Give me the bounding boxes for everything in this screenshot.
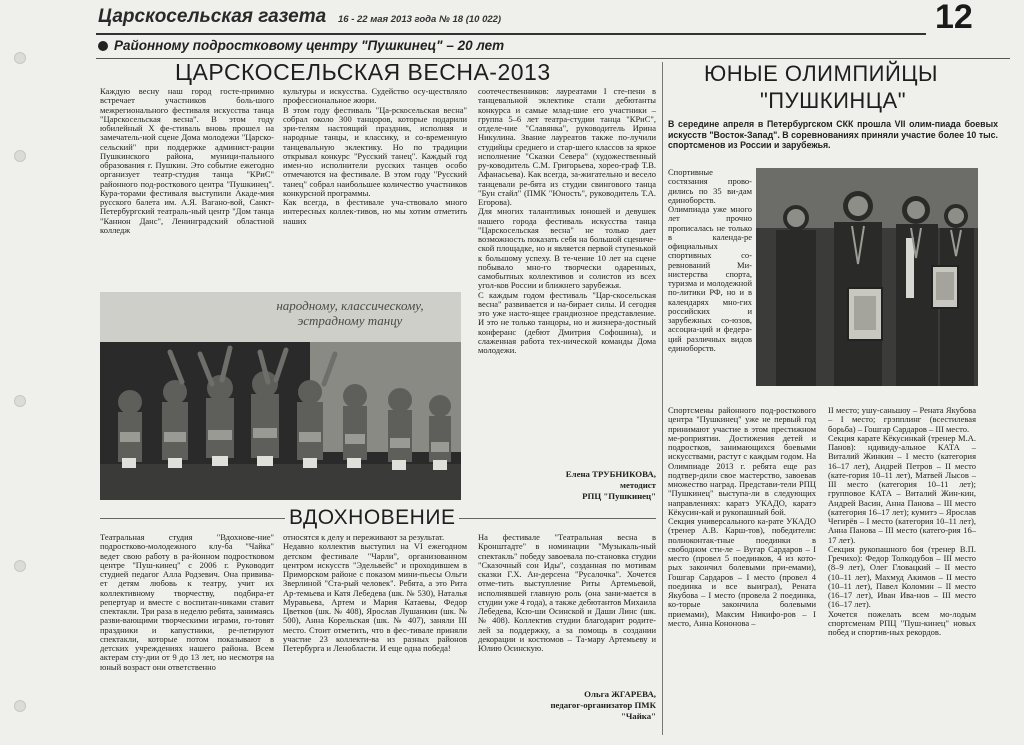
spring-column-3: соотечественников: лауреатами I сте-пени в танцевальной эклектике стали дебютанты конкурса и самые млад-шие его участники – группа 5–6 лет театра-студии танца "КРиС", отделе-ние "Славянка", руководитель Ирина Никулина. Звание лауреатов также по-лучили студийцы среднего и стар-шего классов за яркое исполнение "Сказки Севера" (художественный ру-ководитель С.М. Григорьева, хорео-граф Т.В. Афанасьева). Как всегда, за-жигательно и весело танцевали ре-бята из студии свингового танца "Бун стайл" (ПМК "Юность", руководитель Т.А. Егорова). Для многих талантливых юношей и девушек нашего города фестиваль искусства танца "Царскосельская весна" не только дает возможность показать себя на большой сцениче-ской площадке, но и является первой ступенькой к большому успеху. В те-чение 10 лет на сцене побывало мно-го творчески одаренных, самобытных коллективов и солистов из всех угол-ков России и ближнего зарубежья. С каждым годом фестиваль "Цар-скосельская весна" развивается и на-бирает силы. И сегодня это уже насто-ящее грандиозное представление. И это не только танцоры, но и жизнера-достный конферанс (дебют Дмитрия Софошина), и слаженная работа тех-нической команды Дома молодежи. <box>478 87 656 355</box>
binder-hole <box>14 52 26 64</box>
rubric-line <box>98 38 504 53</box>
spring-column-2: культуры и искусства. Судейство осу-ществляло профессиональное жюри. В этом году фестиваль "Ца-рскосельская весна" собрал около 300 танцоров, которые подарили зри-телям настоящий праздник, исполняя и народные танцы, и классику, и со-временную танцевальную эклектику. Но по традиции открывал конкурс "Русский танец". Каждый год имен-но исполнители русских танцев особо отмечаются на фестивале. В этом году "Русский танец" собрал наибольшее количество участников конкурсной программы. Как всегда, в фестивале уча-ствовало много интересных коллек-тивов, но мы хотим отметить наших <box>283 87 467 226</box>
page-number: 12 <box>935 0 973 36</box>
bullet-icon <box>98 41 108 51</box>
header-rule <box>96 33 926 35</box>
spring-author-role: методист <box>620 481 656 490</box>
spring-column-1: Каждую весну наш город госте-приимно встречает участников боль-шого межрегионального фестиваля искусства танца "Царскосельская весна". В этом году юбилейный X фе-стиваль вновь прошел на замечатель-ной сцене Дома молодежи "Царско-сельский" при поддержке админист-рации Пушкинского района, муници-пального образования г. Пушкин. Это событие ежегодно организует театр-студия танца "КРиС" районного под-росткового центра "Пушкинец". Кура-торами фестиваля выступили Акаде-мия русского балета им. А.Я. Вагано-вой, Санкт-Петербургский театраль-ный центр "Дом танца "Каннон Данс", Ленинградский областной колледж <box>100 87 274 235</box>
inspiration-title: ВДОХНОВЕНИЕ <box>285 506 459 530</box>
spring-title: ЦАРСКОСЕЛЬСКАЯ ВЕСНА-2013 <box>175 59 551 85</box>
binder-hole <box>14 150 26 162</box>
binder-hole <box>14 700 26 712</box>
olymp-lead: В середине апреля в Петербургском СКК прошла VII олим-пиада боевых искусств "Восток-Запад". В соревнованиях приняли участие более 10 тыс. спортсменов из России и зарубежья. <box>668 119 998 150</box>
olymp-narrow-column: Спортивные состязания прово-дились по 35 ви-дам единоборств. Олимпиада уже много лет прочно прописалась не только в календа-ре официальных спортивных со-ревнований Ми-нистерства спорта, туризма и молодежной по-литики РФ, но и в календарях мно-гих российских и зарубежных со-юзов, ассоциа-ций и федера-ций различных видов единоборств. <box>668 168 752 353</box>
rubric-text: Районному подростковому центру "Пушкинец" – 20 лет <box>114 38 505 53</box>
inspiration-column-2: относятся к делу и переживают за результат. Недавно коллектив выступил на VI ежегодном детском фестивале "Чарли", организованном центром искусств "Эдельвейс" и проходившем в Приморском районе с показом мини-пьесы Ольги Зверлиной "Ста-рый человек". Ребята, а это Рита Ар-темьева и Катя Лебедева (шк. № 530), Наталья Муравьева, Артем и Мария Катаевы, Федор Цветков (шк. № 408), Ярослав Лушанкин (шк. № 500), Анна Корельская (шк. № 407), заняли III место. Стоит отметить, что в фес-тивале приняли участие 23 коллекти-ва из разных районов Петербурга и Ленобласти. И еще одна победа! <box>283 533 467 653</box>
inspiration-author-org: "Чайка" <box>620 712 656 721</box>
binder-hole <box>14 395 26 407</box>
inspiration-author: Ольга ЖГАРЕВА, <box>584 690 656 699</box>
athletes-photo-graphic <box>756 168 978 386</box>
stage-banner-text: народному, классическому, эстрадному танцу <box>276 298 424 328</box>
inspiration-column-3: На фестивале "Театральная весна в Кронштадте" в номинации "Музыкаль-ный спектакль" победу завоевала по-становка студии "Сказочный сон Иды", созданная по мотивам сказки Г.Х. Ан-дерсена "Русалочка". Хочется отме-тить выступление Риты Артемьевой, исполнявшей главную роль (она зани-мается в студии уже 4 года), а также дебютантов Михаила Лебедева, Ксю-ши Осинской и Даши Линс (шк. № 408). Коллектив студии благодарит родите-лей за поддержку, а за помощь в создании декорации и костюмов – Та-мару Артемьеву и Юлию Осинскую. <box>478 533 656 653</box>
binder-hole <box>14 560 26 572</box>
dance-photo <box>100 292 461 500</box>
inspiration-author-role: педагог-организатор ПМК <box>550 701 656 710</box>
column-rule <box>662 62 663 735</box>
athletes-photo <box>756 168 978 386</box>
issue-info: 16 - 22 мая 2013 года № 18 (10 022) <box>338 14 502 25</box>
inspiration-column-1: Театральная студия "Вдохнове-ние" подростково-молодежного клу-ба "Чайка" ведет свою работу в ра-йонном подростковом центре "Пуш-кинец" с 2006 г. Руководит студией педагог Алла Родзевич. Она привива-ет детям любовь к театру, учит их коллективному творчеству, подбира-ет репертуар и вместе с воспитан-никами ставит спектакли. Три раза в неделю ребята, занимаясь разви-вающими творческими играми, го-товят праздники и капустники, ре-петируют спектакли, которые потом показывают в детских учреждениях нашего района. Всем актерам сту-дии от 9 до 13 лет, но несмотря на юный возраст они ответственно <box>100 533 274 672</box>
olymp-column-b: II место; ушу-саньшоу – Рената Якубова – I место; грэпплинг (всестилевая борьба) – Гошгар Сардаров – III место. Секция карате Кёкусинкай (тренер М.А. Панов): ндивиду-альное КАТА – Виталий Жинкин – I место (категория 16–17 лет), Андрей Петров – II место (кате-гория 10–11 лет), Матвей Лысов – III место (категория 10–11 лет); групповое КАТА – Виталий Жин-кин, Андрей Васин, Анна Панова – III место (категория 16–17 лет); кумитэ – Ярослав Чегирёв – I место (категория 10–11 лет), Анна Панова – III место (катего-рия 16–17 лет). Секция рукопашного боя (тренер В.П. Гречихо): Федор Толкодубов – III место (8–9 лет), Олег Гловацкий – II место (10–11 лет), Махмуд Акимов – II место (10–11 лет), Павел Коломин – II место (16–17 лет), Иван Ива-нов – III место (16–17 лет). Хочется пожелать всем мо-лодым спортсменам РПЦ "Пуш-кинец" новых побед и спортив-ных рекордов. <box>828 406 976 637</box>
spring-author: Елена ТРУБНИКОВА, <box>565 470 656 479</box>
binder-holes <box>10 0 40 745</box>
olymp-title-line-1: ЮНЫЕ ОЛИМПИЙЦЫ <box>704 61 939 86</box>
olymp-title-line-2: "ПУШКИНЦА" <box>760 88 907 113</box>
spring-author-org: РПЦ "Пушкинец" <box>582 492 656 501</box>
olymp-column-a: Спортсмены районного под-росткового центра "Пушкинец" уже не первый год принимают участие в этом престижном ме-роприятии. Достижения детей и подростков, занимающихся боевыми искусствами, растут с каждым годом. На Олимпиаде 2013 г. ребята еще раз подтвер-дили свое мастерство, завоевав множество наград. Представи-тели РПЦ "Пушкинец" выступа-ли в следующих направлениях: каратэ УКАДО, каратэ Кёкусин-кай и рукопашный бой. Секция универсального ка-рате УКАДО (тренер А.В. Карш-тов), победители: полноконтак-тные поединки в свободном сти-ле – Вугар Сардаров – I место (провел 5 поединков, 4 из кото-рых закончил болевыми при-емами), Гошгар Сардаров – I место (провел 4 поединка и все выиграл), Рената Якубова – I место (провела 2 поединка, ко-торые закончила болевыми приемами), Максим Никифо-ров – I место, Анна Кононова – <box>668 406 816 628</box>
newspaper-title: Царскосельская газета <box>98 6 327 27</box>
